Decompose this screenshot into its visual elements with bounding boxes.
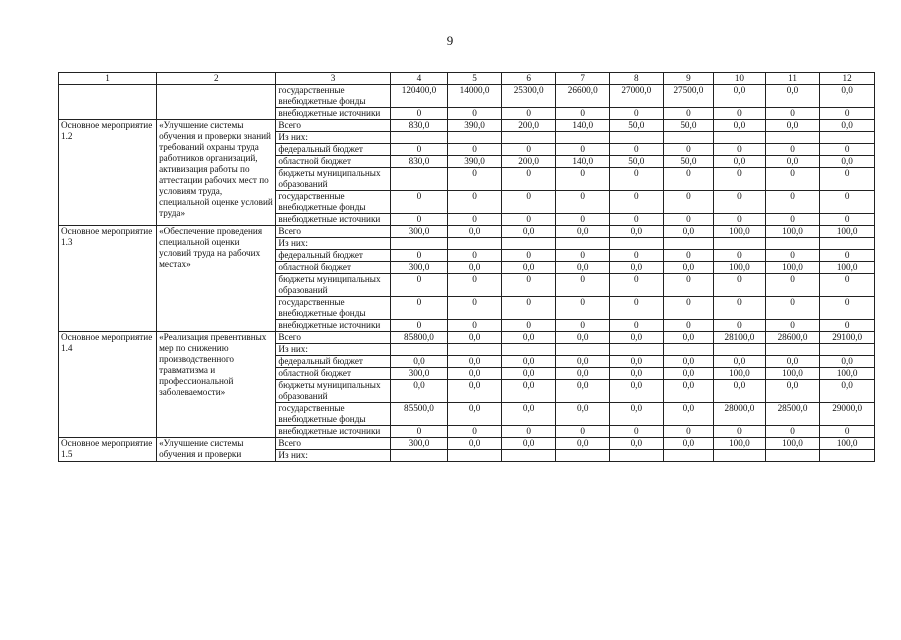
value-cell: 200,0 (501, 120, 556, 132)
funding-source-cell: бюджеты муниципальных образований (276, 380, 390, 403)
value-cell: 0 (610, 320, 664, 332)
funding-source-cell: государственные внебюджетные фонды (276, 85, 390, 108)
event-description-cell: «Улучшение системы обучения и проверки (157, 438, 276, 462)
value-cell: 0 (765, 108, 820, 120)
value-cell (448, 132, 502, 144)
value-cell (714, 132, 766, 144)
funding-source-cell: областной бюджет (276, 368, 390, 380)
value-cell: 0,0 (501, 226, 556, 238)
value-cell: 0,0 (663, 332, 714, 344)
funding-source-cell: Всего (276, 120, 390, 132)
value-cell: 0,0 (390, 356, 448, 368)
value-cell: 0 (501, 320, 556, 332)
value-cell: 0 (556, 426, 610, 438)
value-cell: 0,0 (390, 380, 448, 403)
value-cell: 0 (501, 214, 556, 226)
value-cell: 300,0 (390, 438, 448, 450)
value-cell: 100,0 (765, 368, 820, 380)
value-cell: 0 (714, 426, 766, 438)
value-cell: 0 (610, 168, 664, 191)
value-cell: 0,0 (501, 368, 556, 380)
column-number-cell: 3 (276, 73, 390, 85)
column-number-cell: 9 (663, 73, 714, 85)
value-cell: 0,0 (448, 356, 502, 368)
funding-source-cell: Всего (276, 438, 390, 450)
value-cell: 0 (501, 108, 556, 120)
value-cell: 0,0 (610, 438, 664, 450)
value-cell: 0 (610, 426, 664, 438)
value-cell: 0 (714, 144, 766, 156)
funding-source-cell: Из них: (276, 344, 390, 356)
value-cell: 0,0 (556, 332, 610, 344)
value-cell: 50,0 (663, 120, 714, 132)
value-cell: 27500,0 (663, 85, 714, 108)
value-cell: 0,0 (448, 403, 502, 426)
value-cell: 0 (556, 108, 610, 120)
value-cell: 0,0 (501, 380, 556, 403)
value-cell: 100,0 (714, 226, 766, 238)
value-cell (448, 344, 502, 356)
value-cell (556, 238, 610, 250)
value-cell: 0 (390, 108, 448, 120)
value-cell: 0 (556, 297, 610, 320)
value-cell (765, 132, 820, 144)
funding-source-cell: Всего (276, 332, 390, 344)
column-number-cell: 4 (390, 73, 448, 85)
value-cell: 0,0 (820, 380, 875, 403)
value-cell: 28500,0 (765, 403, 820, 426)
value-cell: 0 (765, 320, 820, 332)
funding-source-cell: федеральный бюджет (276, 250, 390, 262)
value-cell: 0,0 (556, 438, 610, 450)
value-cell: 100,0 (820, 438, 875, 450)
value-cell: 0 (556, 144, 610, 156)
value-cell: 100,0 (820, 262, 875, 274)
value-cell: 0 (390, 274, 448, 297)
value-cell: 0,0 (448, 332, 502, 344)
value-cell: 140,0 (556, 156, 610, 168)
value-cell: 0,0 (448, 226, 502, 238)
value-cell: 0 (765, 168, 820, 191)
value-cell: 0 (820, 297, 875, 320)
event-label-cell (59, 85, 157, 120)
value-cell: 0 (556, 168, 610, 191)
value-cell: 0 (714, 108, 766, 120)
event-description-cell: «Обеспечение проведения специальной оценки условий труда на рабочих местах» (157, 226, 276, 332)
value-cell: 0 (765, 274, 820, 297)
funding-source-cell: Всего (276, 226, 390, 238)
value-cell (610, 132, 664, 144)
value-cell: 28000,0 (714, 403, 766, 426)
value-cell (501, 238, 556, 250)
value-cell (663, 344, 714, 356)
funding-source-cell: внебюджетные источники (276, 214, 390, 226)
funding-source-cell: Из них: (276, 132, 390, 144)
table-row (59, 438, 875, 450)
value-cell: 100,0 (820, 226, 875, 238)
funding-source-cell: государственные внебюджетные фонды (276, 191, 390, 214)
funding-source-cell: бюджеты муниципальных образований (276, 168, 390, 191)
value-cell: 0 (390, 297, 448, 320)
value-cell: 0 (610, 297, 664, 320)
value-cell: 0,0 (765, 380, 820, 403)
value-cell: 0 (556, 274, 610, 297)
value-cell: 0 (610, 250, 664, 262)
value-cell: 0,0 (663, 356, 714, 368)
value-cell: 0 (663, 250, 714, 262)
funding-source-cell: Из них: (276, 450, 390, 462)
value-cell: 0,0 (714, 85, 766, 108)
table-row (59, 85, 875, 108)
value-cell (765, 238, 820, 250)
value-cell: 0 (556, 250, 610, 262)
value-cell: 100,0 (820, 368, 875, 380)
value-cell: 14000,0 (448, 85, 502, 108)
funding-source-cell: федеральный бюджет (276, 356, 390, 368)
value-cell: 29000,0 (820, 403, 875, 426)
value-cell: 0,0 (765, 156, 820, 168)
value-cell: 0,0 (765, 120, 820, 132)
value-cell: 0,0 (820, 356, 875, 368)
value-cell (663, 450, 714, 462)
value-cell: 0 (820, 144, 875, 156)
event-description-cell: «Улучшение системы обучения и проверки знаний требований охраны труда работников организаций, активизация работы по аттестации рабочих мест по условиям труда, специальной оценке условий труда» (157, 120, 276, 226)
value-cell: 0 (663, 274, 714, 297)
value-cell: 25300,0 (501, 85, 556, 108)
funding-source-cell: бюджеты муниципальных образований (276, 274, 390, 297)
value-cell (820, 132, 875, 144)
value-cell: 0 (610, 214, 664, 226)
value-cell: 0 (820, 191, 875, 214)
column-number-row (59, 73, 875, 85)
value-cell: 100,0 (714, 368, 766, 380)
value-cell: 0 (663, 144, 714, 156)
value-cell (714, 450, 766, 462)
value-cell: 50,0 (663, 156, 714, 168)
value-cell: 0,0 (556, 368, 610, 380)
value-cell (663, 238, 714, 250)
value-cell: 0 (714, 274, 766, 297)
value-cell: 0 (448, 144, 502, 156)
value-cell: 0 (663, 168, 714, 191)
value-cell (610, 238, 664, 250)
value-cell: 0,0 (501, 332, 556, 344)
value-cell: 0,0 (448, 368, 502, 380)
funding-source-cell: Из них: (276, 238, 390, 250)
value-cell (610, 450, 664, 462)
value-cell: 0 (663, 214, 714, 226)
value-cell: 0 (820, 214, 875, 226)
value-cell: 0 (556, 320, 610, 332)
event-label-cell: Основное мероприятие 1.3 (59, 226, 157, 332)
value-cell: 0,0 (765, 85, 820, 108)
column-number-cell: 5 (448, 73, 502, 85)
value-cell: 0,0 (714, 120, 766, 132)
value-cell (663, 132, 714, 144)
event-label-cell: Основное мероприятие 1.2 (59, 120, 157, 226)
value-cell: 0,0 (610, 356, 664, 368)
value-cell (501, 344, 556, 356)
value-cell: 300,0 (390, 368, 448, 380)
value-cell: 200,0 (501, 156, 556, 168)
value-cell: 0 (714, 297, 766, 320)
value-cell: 0 (501, 297, 556, 320)
value-cell: 0 (610, 274, 664, 297)
funding-source-cell: внебюджетные источники (276, 426, 390, 438)
value-cell: 0,0 (714, 356, 766, 368)
value-cell: 0 (663, 191, 714, 214)
value-cell: 0 (610, 191, 664, 214)
value-cell: 0,0 (610, 226, 664, 238)
column-number-cell: 12 (820, 73, 875, 85)
value-cell: 0,0 (663, 226, 714, 238)
event-label-cell: Основное мероприятие 1.5 (59, 438, 157, 462)
value-cell: 0,0 (765, 356, 820, 368)
column-number-cell: 11 (765, 73, 820, 85)
value-cell: 0,0 (610, 332, 664, 344)
value-cell: 300,0 (390, 226, 448, 238)
value-cell: 0 (448, 426, 502, 438)
value-cell: 0 (765, 297, 820, 320)
value-cell: 0 (663, 297, 714, 320)
table-row (59, 120, 875, 132)
value-cell: 0,0 (556, 356, 610, 368)
value-cell: 0 (501, 426, 556, 438)
funding-source-cell: областной бюджет (276, 262, 390, 274)
funding-source-cell: внебюджетные источники (276, 108, 390, 120)
value-cell: 85500,0 (390, 403, 448, 426)
value-cell (448, 238, 502, 250)
value-cell: 0 (448, 274, 502, 297)
funding-source-cell: областной бюджет (276, 156, 390, 168)
value-cell: 50,0 (610, 156, 664, 168)
value-cell: 0 (390, 144, 448, 156)
value-cell: 0,0 (556, 380, 610, 403)
value-cell: 0 (610, 144, 664, 156)
value-cell: 0 (714, 168, 766, 191)
value-cell: 0 (663, 108, 714, 120)
page-number: 9 (446, 33, 454, 48)
value-cell: 0 (714, 214, 766, 226)
value-cell: 0,0 (501, 356, 556, 368)
value-cell (501, 450, 556, 462)
value-cell (820, 238, 875, 250)
value-cell: 0 (390, 250, 448, 262)
value-cell (390, 132, 448, 144)
value-cell: 0 (765, 214, 820, 226)
value-cell: 0,0 (556, 226, 610, 238)
value-cell: 0 (390, 191, 448, 214)
value-cell: 0,0 (663, 403, 714, 426)
value-cell: 0 (448, 320, 502, 332)
value-cell: 0,0 (448, 438, 502, 450)
value-cell: 0 (765, 426, 820, 438)
value-cell: 0,0 (663, 380, 714, 403)
value-cell: 0 (556, 214, 610, 226)
funding-source-cell: государственные внебюджетные фонды (276, 403, 390, 426)
value-cell: 100,0 (765, 438, 820, 450)
budget-table (58, 72, 875, 462)
value-cell (714, 238, 766, 250)
value-cell: 0,0 (501, 438, 556, 450)
value-cell (390, 238, 448, 250)
value-cell: 0,0 (663, 438, 714, 450)
value-cell: 100,0 (765, 226, 820, 238)
value-cell: 100,0 (714, 262, 766, 274)
value-cell: 0,0 (448, 380, 502, 403)
value-cell: 0 (820, 168, 875, 191)
value-cell: 300,0 (390, 262, 448, 274)
value-cell: 0,0 (610, 262, 664, 274)
value-cell: 0 (820, 250, 875, 262)
value-cell: 28100,0 (714, 332, 766, 344)
value-cell (390, 450, 448, 462)
value-cell: 0,0 (714, 156, 766, 168)
value-cell: 120400,0 (390, 85, 448, 108)
value-cell: 0,0 (501, 262, 556, 274)
value-cell: 0,0 (501, 403, 556, 426)
value-cell (556, 450, 610, 462)
value-cell: 0 (765, 191, 820, 214)
value-cell: 28600,0 (765, 332, 820, 344)
value-cell: 0 (448, 168, 502, 191)
value-cell (501, 132, 556, 144)
value-cell: 0 (714, 191, 766, 214)
funding-source-cell: внебюджетные источники (276, 320, 390, 332)
value-cell: 0 (714, 320, 766, 332)
value-cell: 0 (448, 191, 502, 214)
value-cell: 0 (448, 108, 502, 120)
value-cell: 0 (820, 426, 875, 438)
value-cell (610, 344, 664, 356)
value-cell: 0 (390, 320, 448, 332)
value-cell (820, 344, 875, 356)
value-cell (765, 450, 820, 462)
table-row (59, 226, 875, 238)
value-cell: 390,0 (448, 156, 502, 168)
value-cell: 0 (448, 297, 502, 320)
value-cell: 27000,0 (610, 85, 664, 108)
value-cell: 0,0 (820, 156, 875, 168)
value-cell: 830,0 (390, 120, 448, 132)
value-cell: 0,0 (663, 368, 714, 380)
value-cell: 0 (663, 426, 714, 438)
column-number-cell: 1 (59, 73, 157, 85)
value-cell: 140,0 (556, 120, 610, 132)
value-cell: 0,0 (610, 403, 664, 426)
value-cell (556, 344, 610, 356)
value-cell: 0 (501, 274, 556, 297)
column-number-cell: 2 (157, 73, 276, 85)
event-description-cell (157, 85, 276, 120)
value-cell (390, 344, 448, 356)
value-cell: 0 (390, 214, 448, 226)
value-cell: 29100,0 (820, 332, 875, 344)
value-cell: 26600,0 (556, 85, 610, 108)
value-cell: 50,0 (610, 120, 664, 132)
column-number-cell: 7 (556, 73, 610, 85)
value-cell: 85800,0 (390, 332, 448, 344)
table-row (59, 332, 875, 344)
value-cell: 0,0 (556, 403, 610, 426)
value-cell: 0 (820, 274, 875, 297)
column-number-cell: 10 (714, 73, 766, 85)
value-cell: 0 (610, 108, 664, 120)
value-cell (556, 132, 610, 144)
value-cell: 0,0 (714, 380, 766, 403)
value-cell: 0 (501, 144, 556, 156)
value-cell (714, 344, 766, 356)
column-number-cell: 6 (501, 73, 556, 85)
value-cell: 100,0 (714, 438, 766, 450)
value-cell: 0 (820, 108, 875, 120)
value-cell: 0 (714, 250, 766, 262)
value-cell: 0 (390, 426, 448, 438)
value-cell: 0,0 (610, 368, 664, 380)
value-cell (765, 344, 820, 356)
value-cell (390, 168, 448, 191)
event-description-cell: «Реализация превентивных мер по снижению производственного травматизма и профессиональной заболеваемости» (157, 332, 276, 438)
value-cell: 0,0 (610, 380, 664, 403)
value-cell: 0 (501, 250, 556, 262)
value-cell: 0 (820, 320, 875, 332)
value-cell (820, 450, 875, 462)
value-cell: 0 (556, 191, 610, 214)
value-cell: 0 (663, 320, 714, 332)
event-label-cell: Основное мероприятие 1.4 (59, 332, 157, 438)
value-cell: 100,0 (765, 262, 820, 274)
value-cell: 0 (501, 168, 556, 191)
value-cell: 0 (765, 250, 820, 262)
value-cell: 0,0 (556, 262, 610, 274)
value-cell (448, 450, 502, 462)
value-cell: 0,0 (663, 262, 714, 274)
funding-source-cell: федеральный бюджет (276, 144, 390, 156)
value-cell: 0,0 (820, 120, 875, 132)
value-cell: 0,0 (820, 85, 875, 108)
value-cell: 0 (448, 250, 502, 262)
value-cell: 0,0 (448, 262, 502, 274)
value-cell: 0 (501, 191, 556, 214)
value-cell: 0 (448, 214, 502, 226)
funding-source-cell: государственные внебюджетные фонды (276, 297, 390, 320)
value-cell: 0 (765, 144, 820, 156)
value-cell: 830,0 (390, 156, 448, 168)
column-number-cell: 8 (610, 73, 664, 85)
value-cell: 390,0 (448, 120, 502, 132)
